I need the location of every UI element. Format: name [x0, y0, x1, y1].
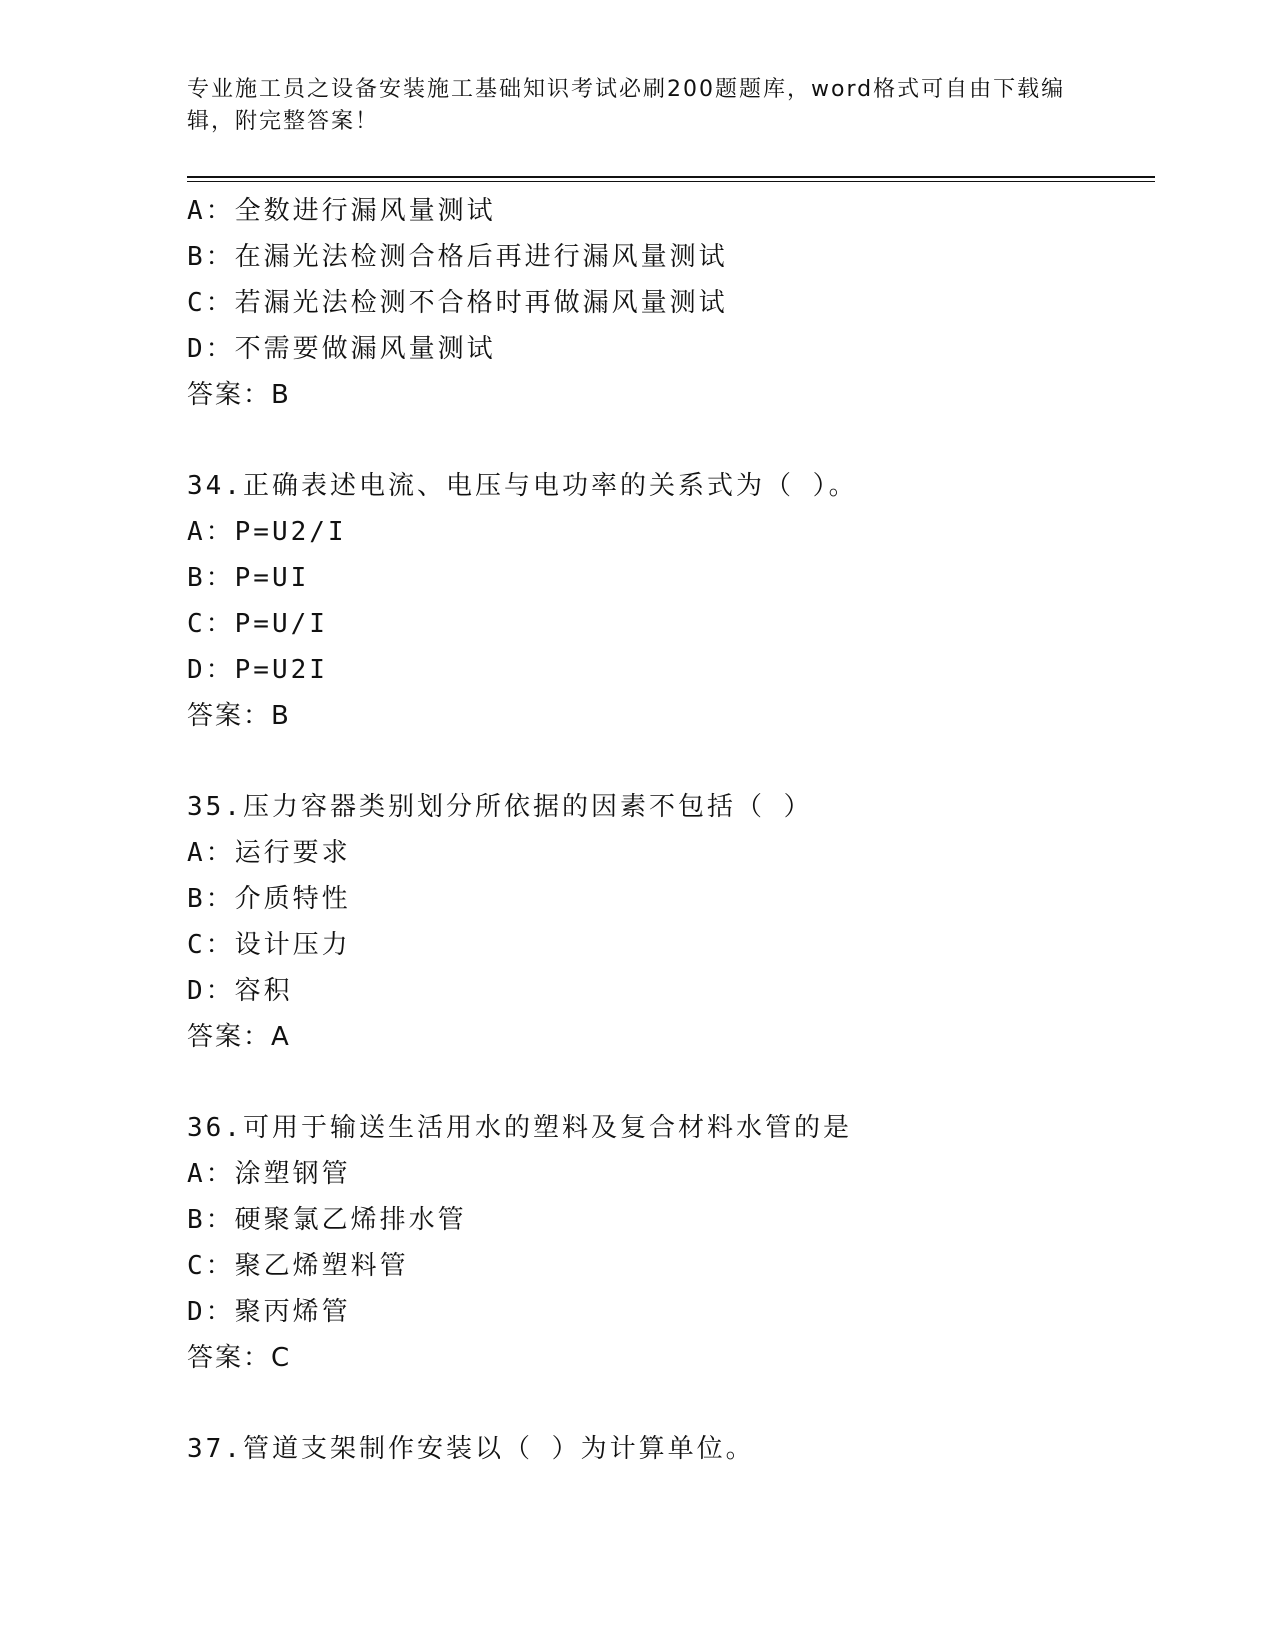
option-d: D：不需要做漏风量测试 [187, 334, 496, 364]
option-b: B：P=UI [187, 563, 310, 593]
option-d: D：容积 [187, 976, 293, 1006]
header-rule-thin [187, 181, 1155, 182]
option-d: D：P=U2I [187, 655, 328, 685]
option-c: C：聚乙烯塑料管 [187, 1251, 409, 1281]
header-title: 专业施工员之设备安装施工基础知识考试必刷200题题库，word格式可自由下载编辑，附完整答案！ [187, 77, 1066, 134]
question-36: 36.可用于输送生活用水的塑料及复合材料水管的是 [187, 1113, 852, 1143]
answer-line: 答案：C [187, 1343, 292, 1373]
option-a: A：运行要求 [187, 838, 351, 868]
document-header [187, 74, 1087, 138]
option-b: B：硬聚氯乙烯排水管 [187, 1205, 467, 1235]
question-35: 35.压力容器类别划分所依据的因素不包括（ ） [187, 792, 813, 822]
spacer [187, 739, 1155, 784]
option-a: A：全数进行漏风量测试 [187, 196, 496, 226]
spacer [187, 1060, 1155, 1105]
option-b: B：介质特性 [187, 884, 351, 914]
option-c: C：设计压力 [187, 930, 351, 960]
option-b: B：在漏光法检测合格后再进行漏风量测试 [187, 242, 728, 272]
option-c: C：若漏光法检测不合格时再做漏风量测试 [187, 288, 728, 318]
answer-line: 答案：B [187, 701, 291, 731]
spacer [187, 418, 1155, 463]
option-d: D：聚丙烯管 [187, 1297, 351, 1327]
question-list [187, 188, 1155, 1472]
answer-line: 答案：A [187, 1022, 291, 1052]
option-c: C：P=U/I [187, 609, 328, 639]
option-a: A：P=U2/I [187, 517, 347, 547]
spacer [187, 1381, 1155, 1426]
option-a: A：涂塑钢管 [187, 1159, 351, 1189]
header-rule-thick [187, 176, 1155, 178]
question-37: 37.管道支架制作安装以（ ）为计算单位。 [187, 1434, 755, 1464]
answer-line: 答案：B [187, 380, 291, 410]
question-34: 34.正确表述电流、电压与电功率的关系式为（ ）。 [187, 471, 858, 501]
